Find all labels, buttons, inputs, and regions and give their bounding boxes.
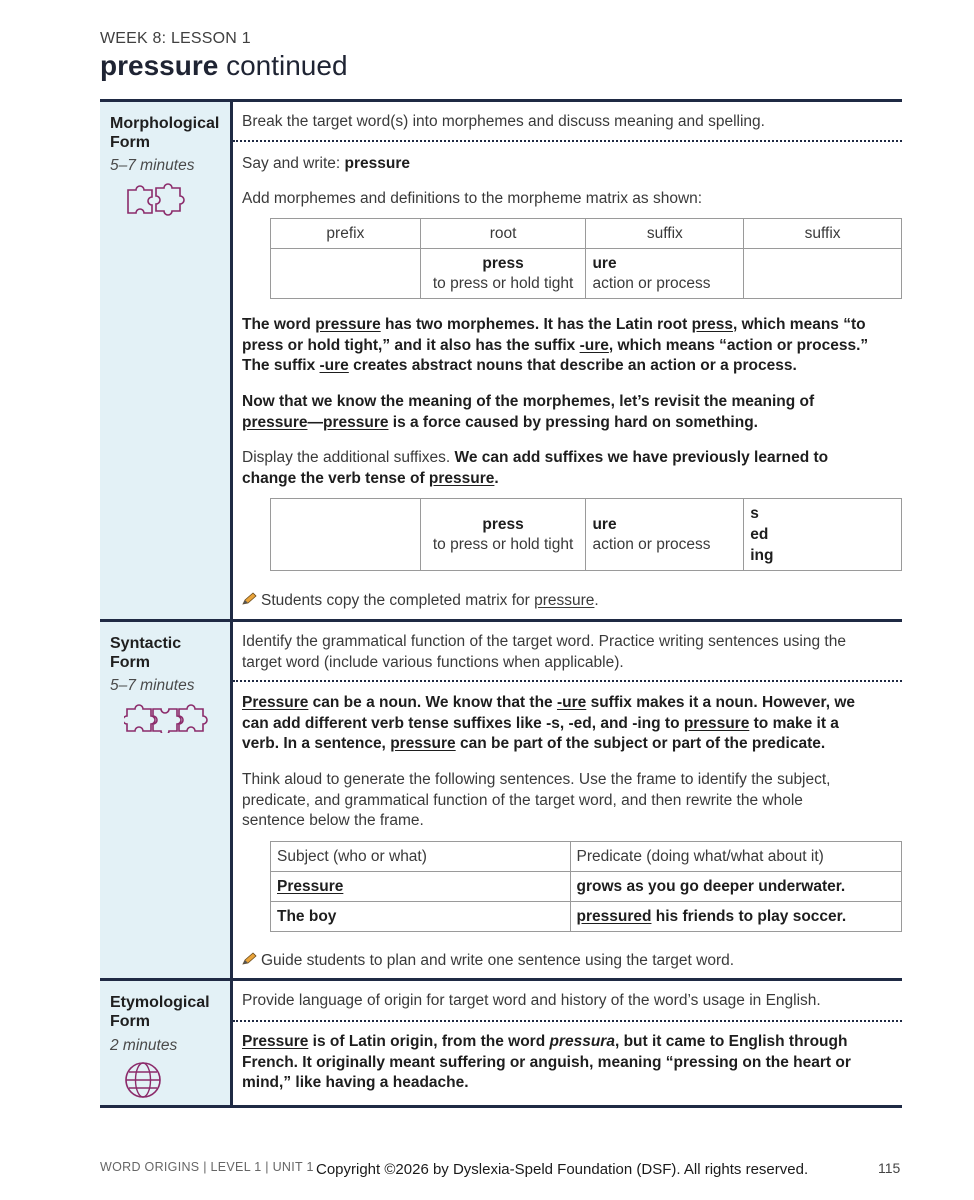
text: Students copy the completed matrix for [261,592,535,609]
morph-paragraph-3 [242,448,828,489]
column-divider [230,99,233,1108]
matrix-cell-empty [271,249,421,299]
page-number: 115 [878,1160,901,1176]
label-line1: Syntactic [110,635,182,652]
underlined-word: pressure [322,413,389,431]
frame-cell-subject [271,902,571,932]
underlined-word: pressure [390,735,456,752]
suffix-word: ure [592,254,617,272]
title-word: pressure [100,50,219,81]
matrix-cell-empty [271,499,421,571]
underlined-word: pressure [242,413,308,431]
matrix-cell-root [420,249,586,299]
syn-section-label [110,634,181,672]
text: sentence below the frame. [242,812,424,829]
bottom-rule [100,1105,902,1108]
lesson-label: WEEK 8: LESSON 1 [100,30,251,47]
dotted-divider-3 [233,1020,902,1022]
say-word: pressure [344,155,411,172]
sentence-frame [270,841,902,932]
text: is of Latin origin, from the word [308,1033,550,1050]
ety-paragraph [242,1032,851,1094]
matrix-header-suffix: suffix [586,219,744,249]
matrix-cell-suffix [586,249,744,299]
label-line2: Form [110,134,150,151]
text: . [594,592,599,609]
underlined-word: -ure [319,357,349,374]
text: , which means “to [732,316,866,333]
text: Display the additional suffixes. [242,449,455,466]
root-word: press [482,515,524,533]
frame-header-predicate: Predicate (doing what/what about it) [570,842,902,872]
matrix-cell-root [420,499,586,571]
globe-icon [124,1061,162,1099]
morph-time: 5–7 minutes [110,157,195,174]
matrix-header-root: root [420,219,586,249]
text: The word [242,316,316,333]
suffix-def: action or process [592,274,711,292]
label-line2: Form [110,1013,150,1030]
text: creates abstract nouns that describe an action or a process. [348,357,797,374]
text: predicate, and grammatical function of the target word, and then rewrite the whole [242,791,803,809]
italic-word: pressura [549,1033,615,1050]
underlined-word: pressure [315,316,381,333]
text: target word (include various functions when applicable). [242,653,624,671]
text: to make it a [749,714,839,732]
suffix-def: action or process [592,535,711,553]
syn-paragraph-2 [242,770,831,832]
frame-cell-predicate [570,872,902,902]
ety-intro: Provide language of origin for target word and history of the word’s usage in English. [242,992,821,1009]
text: We can add suffixes we have previously learned to [454,449,829,466]
underlined-word: Pressure [242,694,309,711]
say-write [242,154,410,175]
frame-cell-subject [271,872,571,902]
dotted-divider-2 [233,680,902,682]
text: , which means “action or process.” [608,336,869,354]
morph-label-bg [100,102,230,619]
suffix-ed: ed [750,526,769,543]
morph-paragraph-1 [242,315,868,377]
pencil-icon [242,952,257,965]
suffix-word: ure [592,515,617,533]
text: Now that we know the meaning of the morphemes, let’s revisit the meaning of [242,393,815,410]
underlined-word: pressure [428,469,495,487]
top-rule [100,99,902,102]
morpheme-matrix-2 [270,498,902,571]
underlined-word: pressure [683,714,750,732]
text: is a force caused by pressing hard on something. [388,413,758,431]
copy-instruction [242,591,599,612]
suffix-s: s [750,505,759,522]
label-line1: Etymological [110,994,210,1011]
footer-copyright: Copyright ©2026 by Dyslexia-Speld Foundation (DSF). All rights reserved. [316,1161,809,1178]
text: mind,” like having a headache. [242,1074,469,1091]
morph-intro: Break the target word(s) into morphemes and discuss meaning and spelling. [242,113,765,130]
say-prefix: Say and write: [242,155,345,172]
morph-paragraph-2 [242,392,814,433]
underlined-word: -ure [579,336,609,354]
page-title [100,50,348,82]
subject-text: The boy [277,907,337,925]
section-rule-2 [100,978,902,981]
footer-series: WORD ORIGINS | LEVEL 1 | UNIT 1 [100,1160,314,1174]
frame-cell-predicate [570,902,902,932]
matrix-header-prefix: prefix [271,219,421,249]
underlined-word: Pressure [242,1033,309,1050]
morpheme-matrix-1 [270,218,902,299]
ety-time: 2 minutes [110,1037,178,1054]
text: suffix makes it a noun. However, we [586,694,856,711]
root-def: to press or hold tight [432,274,574,292]
pencil-icon [242,592,257,605]
text: French. It originally meant suffering or anguish, meaning “pressing on the heart or [242,1053,851,1071]
text: can be a noun. We know that the [308,694,557,711]
matrix-cell-suffix [586,499,744,571]
text: press or hold tight,” and it also has the suffix [242,336,580,354]
text: , but it came to English through [614,1033,848,1050]
text: change the verb tense of [242,469,429,487]
syn-intro [242,632,846,673]
matrix-header-suffix-2: suffix [744,219,902,249]
root-def: to press or hold tight [432,535,574,553]
underlined-word: pressured [576,907,652,925]
text: has two morphemes. It has the Latin root [380,316,692,333]
text: verb. In a sentence, [242,735,391,752]
text: The suffix [242,357,320,374]
label-line2: Form [110,654,150,671]
text: Guide students to plan and write one sentence using the target word. [261,952,735,969]
dotted-divider-1 [233,140,902,142]
matrix-cell-extra-suffixes [744,499,902,571]
matrix-cell-empty [744,249,902,299]
text: can be part of the subject or part of the predicate. [455,735,826,752]
predicate-text: grows as you go deeper underwater. [576,877,846,895]
underlined-word: pressure [534,592,595,609]
puzzle-two-pieces-icon [125,182,185,216]
predicate-text: his friends to play soccer. [651,907,847,925]
text: . [494,469,499,487]
morph-section-label [110,114,219,152]
label-line1: Morphological [110,115,220,132]
ety-section-label [110,993,210,1031]
suffix-ing: ing [750,547,774,564]
frame-header-subject: Subject (who or what) [271,842,571,872]
text: — [307,413,323,431]
syn-time: 5–7 minutes [110,677,195,694]
root-word: press [482,254,524,272]
add-morphemes-text: Add morphemes and definitions to the morpheme matrix as shown: [242,190,703,207]
text: Identify the grammatical function of the target word. Practice writing sentences using the [242,633,846,650]
subject-text: Pressure [277,877,344,895]
syn-label-bg [100,622,230,978]
underlined-word: press [691,316,733,333]
text: Think aloud to generate the following sentences. Use the frame to identify the subject, [242,771,831,788]
text: can add different verb tense suffixes like -s, -ed, and -ing to [242,714,684,732]
guide-instruction [242,951,734,972]
section-rule-1 [100,619,902,622]
underlined-word: -ure [556,694,587,711]
syn-paragraph-1 [242,693,855,755]
title-rest: continued [218,50,348,81]
puzzle-three-pieces-icon [124,701,208,733]
